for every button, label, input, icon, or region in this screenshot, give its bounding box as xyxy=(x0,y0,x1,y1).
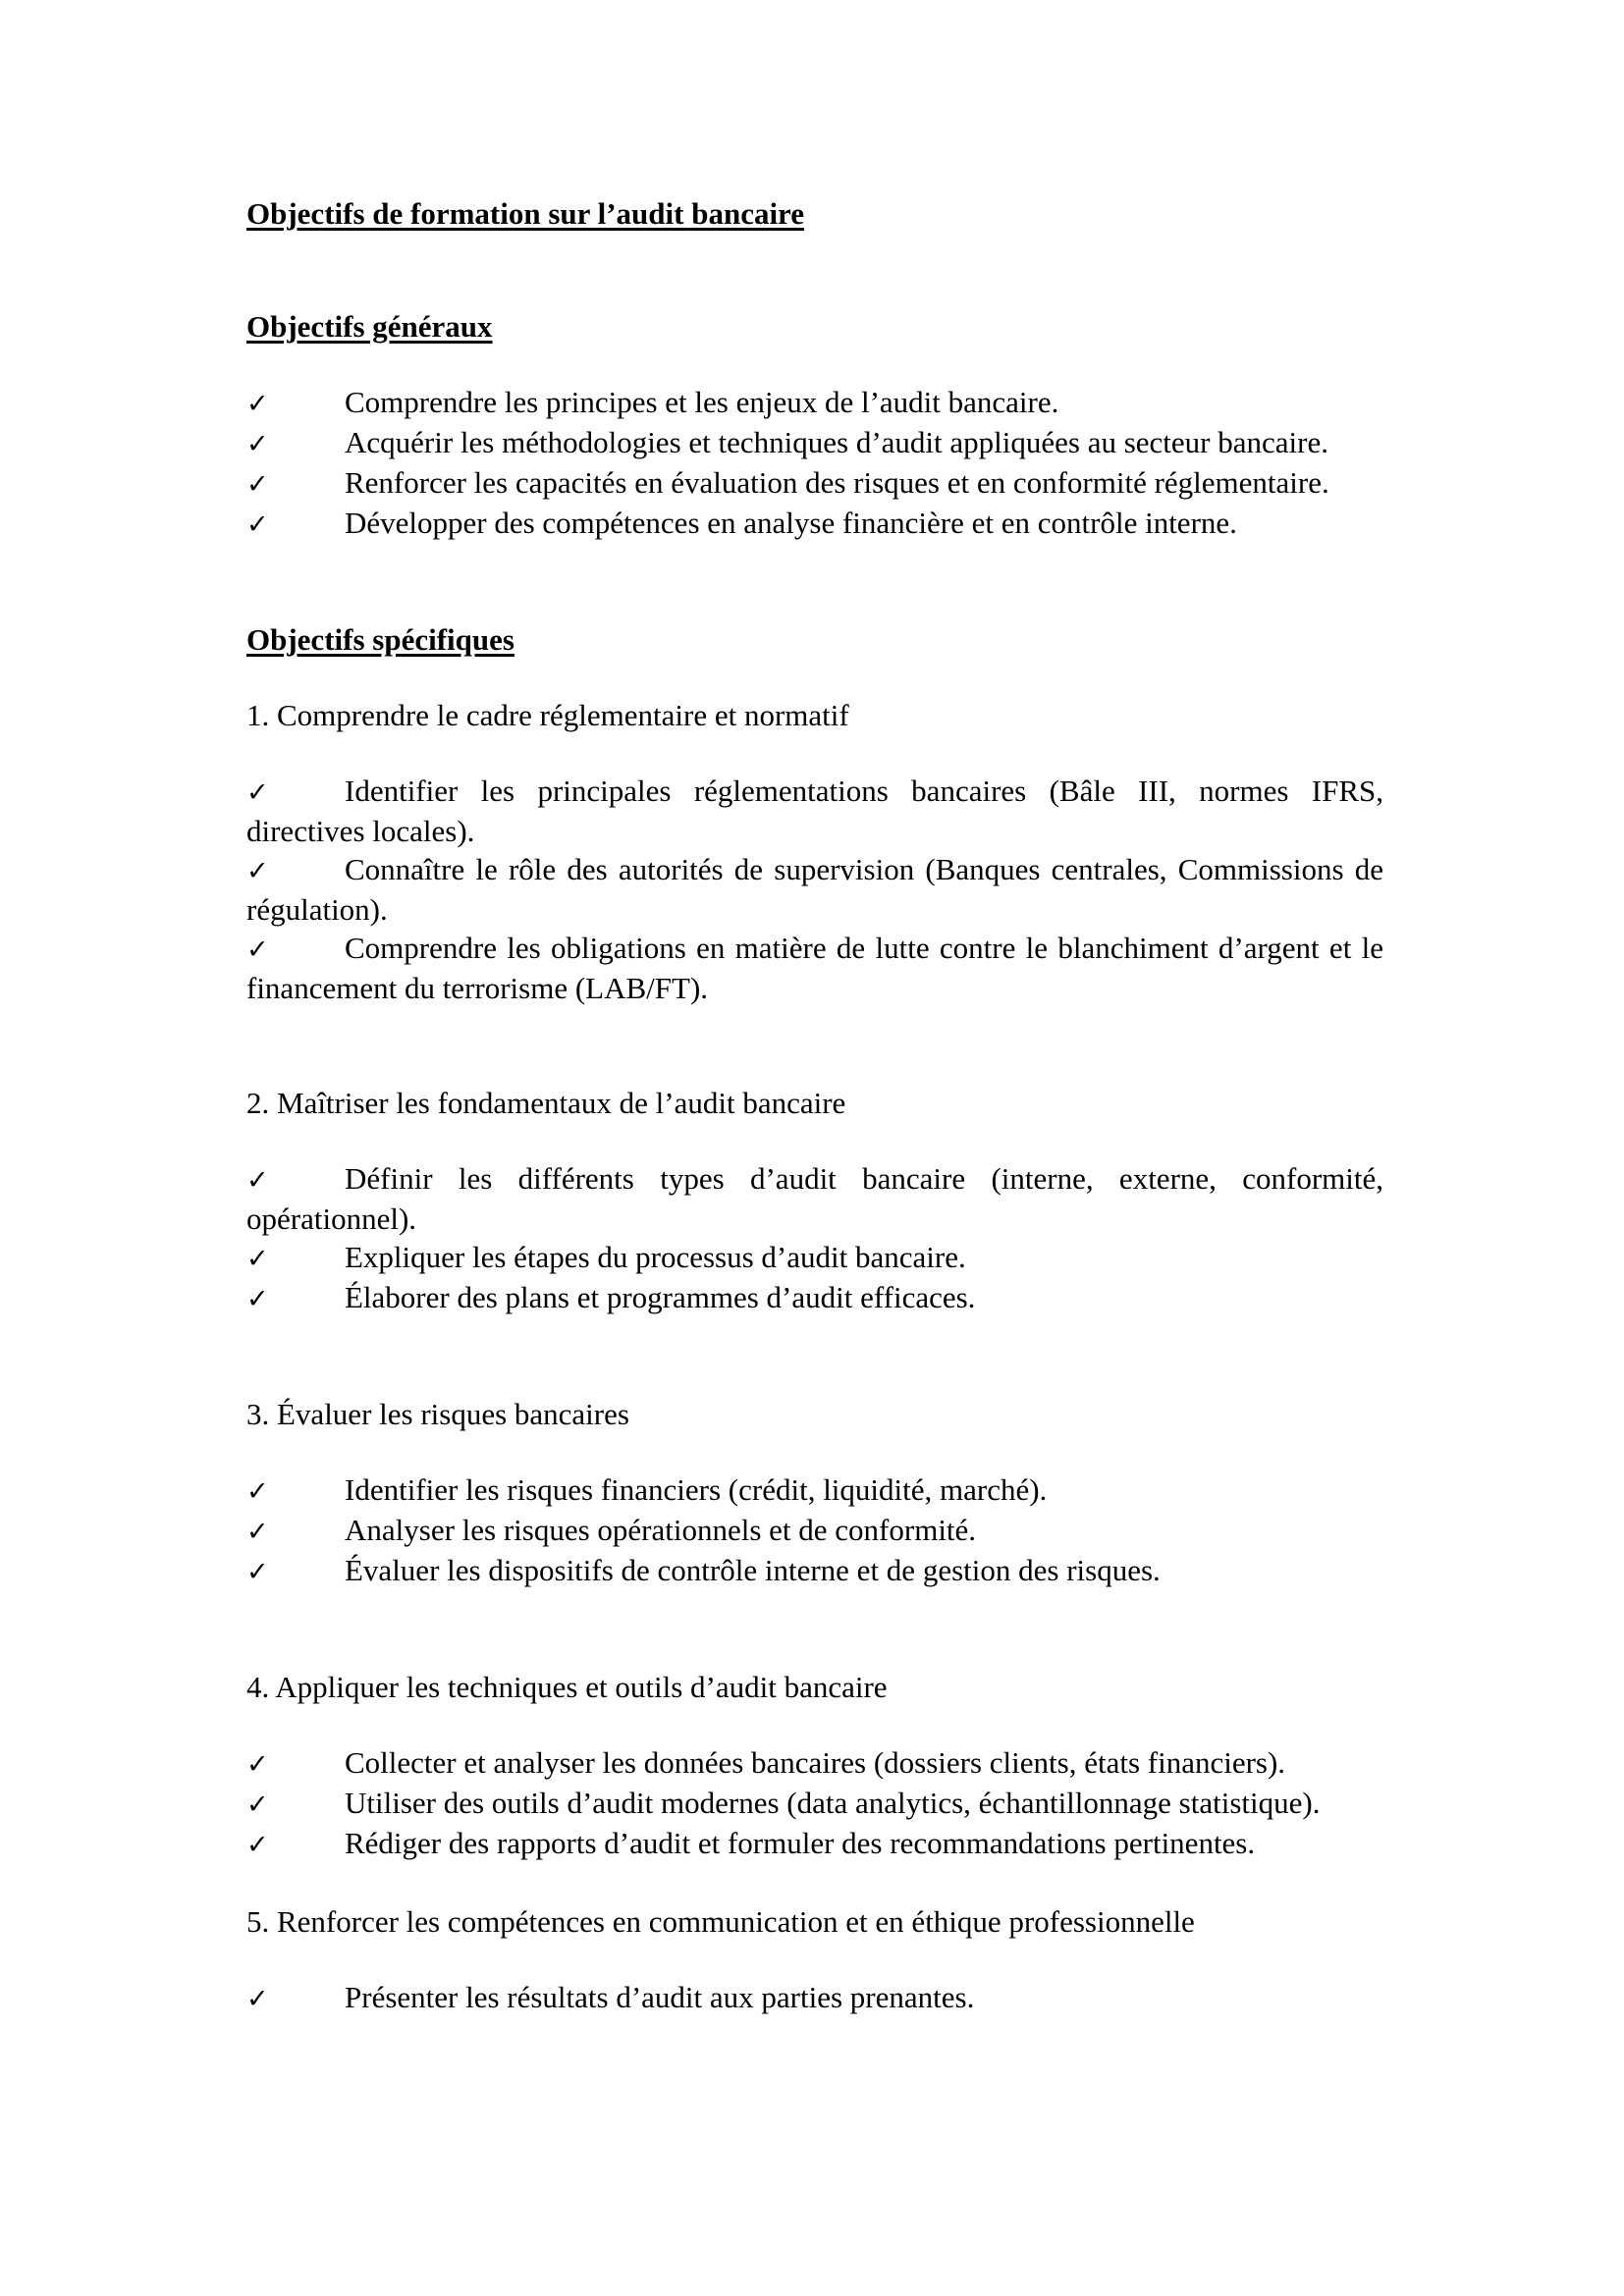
objective-text: Analyser les risques opérationnels et de conformité. xyxy=(345,1513,977,1547)
objective-text: Présenter les résultats d’audit aux parties prenantes. xyxy=(345,1980,975,2014)
checkmark-icon: ✓ xyxy=(246,1244,269,1274)
objective-item xyxy=(246,1784,1383,1824)
objective-item xyxy=(246,1551,1383,1591)
spacer xyxy=(246,1864,1383,1902)
checkmark-icon: ✓ xyxy=(246,1749,269,1780)
general-objectives-list xyxy=(246,383,1383,544)
specific-section-list xyxy=(246,1743,1383,1864)
specific-section-list xyxy=(246,1159,1383,1318)
specific-section-title: 1. Comprendre le cadre réglementaire et normatif xyxy=(246,698,849,732)
specific-section-list xyxy=(246,1978,1383,2018)
objective-item xyxy=(246,423,1383,463)
specific-section xyxy=(246,696,1383,1084)
spacer xyxy=(246,1591,1383,1668)
objective-item xyxy=(246,504,1383,544)
checkmark-icon: ✓ xyxy=(246,1165,269,1196)
spacer xyxy=(246,544,1383,620)
checkmark-icon: ✓ xyxy=(246,1984,269,2014)
checkmark-icon: ✓ xyxy=(246,777,269,808)
checkmark-icon: ✓ xyxy=(246,509,269,540)
specific-section-title: 5. Renforcer les compétences en communication et en éthique professionnelle xyxy=(246,1904,1195,1939)
checkmark-icon: ✓ xyxy=(246,1284,269,1314)
checkmark-icon: ✓ xyxy=(246,856,269,886)
objective-text: Acquérir les méthodologies et techniques d’audit appliquées au secteur bancaire. xyxy=(345,425,1328,459)
general-objectives-heading: Objectifs généraux xyxy=(246,309,493,344)
objective-text: Collecter et analyser les données bancaires (dossiers clients, états financiers). xyxy=(345,1745,1286,1780)
objective-item xyxy=(246,772,1383,850)
objective-text: Définir les différents types d’audit bancaire (interne, externe, conformité, opérationnel). xyxy=(246,1161,1383,1236)
objective-item xyxy=(246,1511,1383,1551)
specific-objectives-sections xyxy=(246,696,1383,2018)
objective-item xyxy=(246,1278,1383,1318)
objective-item xyxy=(246,463,1383,504)
specific-section xyxy=(246,1395,1383,1668)
specific-section xyxy=(246,1902,1383,2018)
objective-text: Expliquer les étapes du processus d’audit bancaire. xyxy=(345,1240,966,1274)
checkmark-icon: ✓ xyxy=(246,1789,269,1820)
checkmark-icon: ✓ xyxy=(246,934,269,965)
objective-text: Renforcer les capacités en évaluation des risques et en conformité réglementaire. xyxy=(345,465,1329,500)
objective-text: Évaluer les dispositifs de contrôle interne et de gestion des risques. xyxy=(345,1553,1161,1587)
specific-section-list xyxy=(246,1470,1383,1591)
checkmark-icon: ✓ xyxy=(246,469,269,500)
specific-section xyxy=(246,1668,1383,1902)
objective-item xyxy=(246,1824,1383,1864)
specific-section-list xyxy=(246,772,1383,1007)
checkmark-icon: ✓ xyxy=(246,1517,269,1547)
objective-item xyxy=(246,1743,1383,1784)
spacer xyxy=(246,1318,1383,1395)
objective-item xyxy=(246,383,1383,423)
specific-objectives-heading: Objectifs spécifiques xyxy=(246,622,514,657)
checkmark-icon: ✓ xyxy=(246,429,269,459)
objective-text: Rédiger des rapports d’audit et formuler des recommandations pertinentes. xyxy=(345,1826,1256,1860)
objective-item xyxy=(246,1238,1383,1278)
objective-text: Développer des compétences en analyse financière et en contrôle interne. xyxy=(345,506,1237,540)
objective-item xyxy=(246,929,1383,1007)
objective-text: Connaître le rôle des autorités de supervision (Banques centrales, Commissions de régulation). xyxy=(246,852,1383,927)
objective-text: Comprendre les principes et les enjeux de l’audit bancaire. xyxy=(345,385,1059,419)
specific-section-title: 4. Appliquer les techniques et outils d’audit bancaire xyxy=(246,1670,888,1704)
checkmark-icon: ✓ xyxy=(246,1557,269,1587)
spacer xyxy=(246,1007,1383,1084)
objective-item xyxy=(246,1159,1383,1238)
objective-item xyxy=(246,1470,1383,1511)
objective-item xyxy=(246,850,1383,929)
objective-text: Comprendre les obligations en matière de lutte contre le blanchiment d’argent et le financement du terrorisme (LAB/FT). xyxy=(246,931,1383,1005)
checkmark-icon: ✓ xyxy=(246,1830,269,1860)
objective-text: Identifier les principales réglementations bancaires (Bâle III, normes IFRS, directives locales). xyxy=(246,774,1383,848)
objective-text: Élaborer des plans et programmes d’audit efficaces. xyxy=(345,1280,976,1314)
specific-section-title: 3. Évaluer les risques bancaires xyxy=(246,1397,629,1431)
checkmark-icon: ✓ xyxy=(246,1476,269,1507)
objective-text: Utiliser des outils d’audit modernes (data analytics, échantillonnage statistique). xyxy=(345,1786,1321,1820)
specific-section-title: 2. Maîtriser les fondamentaux de l’audit bancaire xyxy=(246,1086,846,1120)
objective-item xyxy=(246,1978,1383,2018)
objective-text: Identifier les risques financiers (crédit, liquidité, marché). xyxy=(345,1472,1048,1507)
document-title: Objectifs de formation sur l’audit bancaire xyxy=(246,196,805,231)
specific-section xyxy=(246,1084,1383,1395)
checkmark-icon: ✓ xyxy=(246,389,269,419)
document-page xyxy=(246,194,1383,2018)
